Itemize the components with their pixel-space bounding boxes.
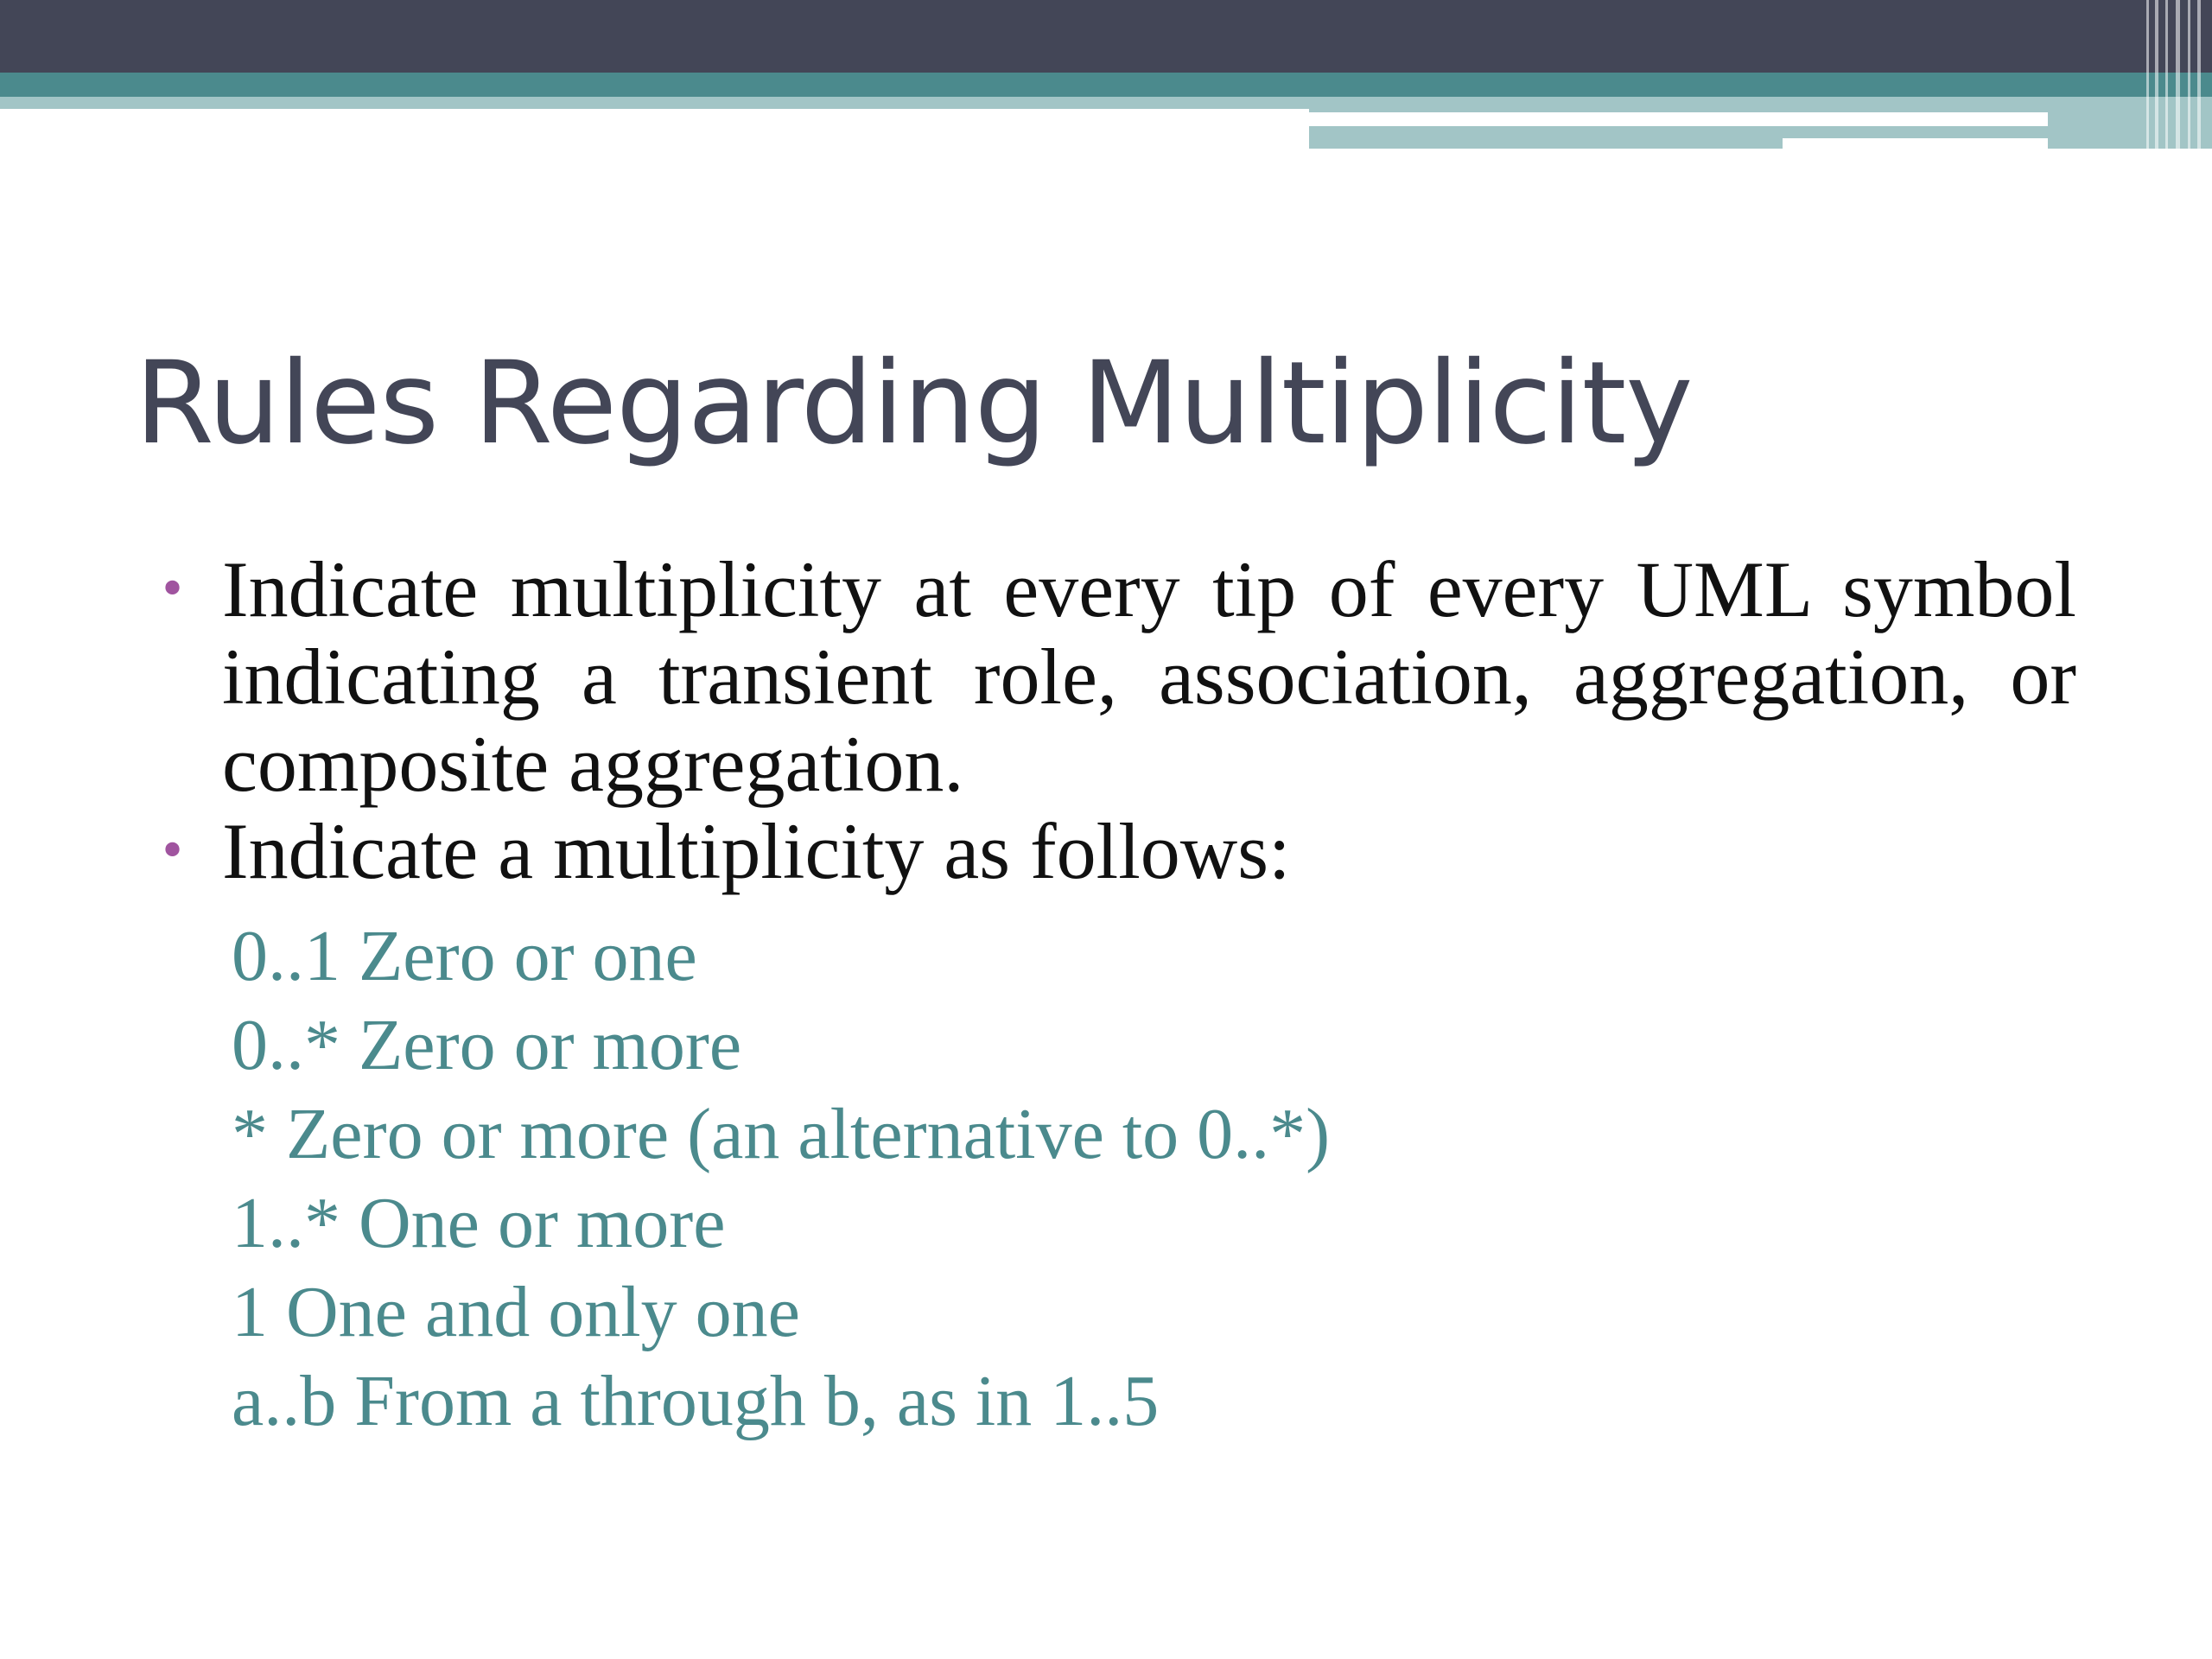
multiplicity-list xyxy=(232,912,1330,1446)
header-right-line xyxy=(1309,112,2048,126)
multiplicity-item: * Zero or more (an alternative to 0..*) xyxy=(232,1094,1331,1174)
multiplicity-item: 0..* Zero or more xyxy=(232,1005,742,1085)
header-dark-band xyxy=(0,0,2212,73)
bullet-text: Indicate a multiplicity as follows: xyxy=(222,807,1291,895)
multiplicity-item: a..b From a through b, as in 1..5 xyxy=(232,1361,1160,1441)
header-light-band xyxy=(0,97,1309,109)
multiplicity-item: 1..* One or more xyxy=(232,1183,726,1263)
header-teal-band xyxy=(0,73,2212,97)
slide-title: Rules Regarding Multiplicity xyxy=(135,337,1693,470)
header-right-line-short xyxy=(1783,138,2048,150)
bullet-dot-icon: • xyxy=(158,562,188,618)
header-right-band xyxy=(1309,126,2048,138)
bullet-dot-icon: • xyxy=(158,823,188,880)
bullet-list xyxy=(158,546,2076,895)
bullet-item xyxy=(158,808,2076,895)
header-edge-stripes xyxy=(2143,0,2212,149)
bullet-text: Indicate multiplicity at every tip of every UML symbol indicating a transient role, association, aggregation, or composite aggregation. xyxy=(222,545,2076,808)
multiplicity-item: 1 One and only one xyxy=(232,1272,800,1352)
bullet-item xyxy=(158,546,2076,808)
multiplicity-item: 0..1 Zero or one xyxy=(232,916,697,996)
